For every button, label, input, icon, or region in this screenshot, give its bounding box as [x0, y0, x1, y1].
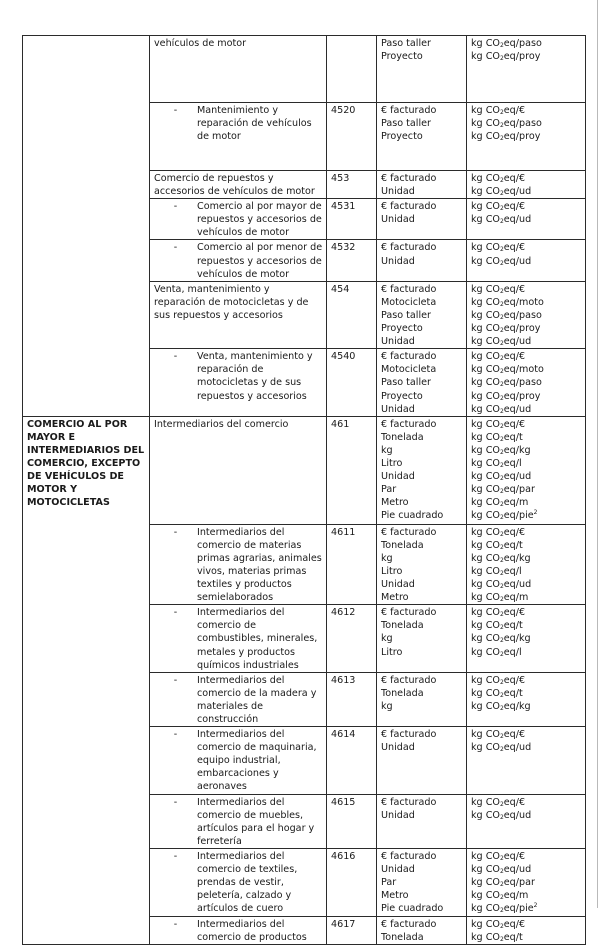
subscript-2: 2 — [499, 205, 504, 213]
bullet-dash: - — [173, 796, 178, 808]
subscript-2: 2 — [499, 922, 504, 930]
activity-cell — [150, 605, 327, 672]
activity-unit: Tonelada — [381, 620, 424, 632]
activity-unit: € facturado — [381, 201, 437, 213]
subscript-2: 2 — [499, 691, 504, 699]
emission-factor-unit: kg $CO_2eq/m$ — [471, 592, 529, 604]
activity-units-cell — [377, 103, 467, 171]
emission-factor-cell — [467, 240, 586, 281]
bullet-dash: - — [173, 729, 178, 741]
activity-unit: € facturado — [381, 283, 437, 295]
superscript-2: 2 — [533, 509, 538, 517]
emission-factor-unit: kg $CO_2eq/ud$ — [471, 742, 532, 754]
emission-factor-unit: kg $CO_2eq/€$ — [471, 729, 526, 741]
cnae-code-cell — [327, 416, 377, 524]
bullet-dash: - — [173, 918, 178, 930]
activity-label: vehículos de motor — [154, 38, 247, 49]
subscript-2: 2 — [499, 530, 504, 538]
subscript-2: 2 — [499, 435, 504, 443]
emission-factor-unit: kg $CO_2eq/kg$ — [471, 633, 531, 645]
activity-label: Intermediarios del comercio de combustibles, minerales, metales y productos químicos industriales — [197, 607, 318, 671]
emission-factor-unit: kg $CO_2eq/t$ — [471, 539, 523, 551]
activity-unit: Paso taller — [381, 377, 431, 389]
subscript-2: 2 — [499, 448, 504, 456]
cnae-code-cell — [327, 727, 377, 794]
activity-units-cell — [377, 281, 467, 348]
sub-activity — [154, 350, 323, 402]
activity-unit: Unidad — [381, 864, 415, 876]
activity-unit: kg — [381, 700, 393, 712]
subscript-2: 2 — [499, 122, 504, 130]
subscript-2: 2 — [499, 259, 504, 267]
cnae-code-cell — [327, 103, 377, 171]
activity-units-cell — [377, 672, 467, 726]
activity-unit: Paso taller — [381, 118, 431, 130]
cnae-code-cell — [327, 524, 377, 605]
activity-unit: € facturado — [381, 351, 437, 363]
emission-factor-cell — [467, 848, 586, 916]
subscript-2: 2 — [499, 583, 504, 591]
activity-cell — [150, 103, 327, 171]
activity-unit: Litro — [381, 457, 403, 469]
activity-units-cell — [377, 349, 467, 416]
emission-factor-unit: kg $CO_2eq/kg$ — [471, 444, 531, 456]
activity-units-cell — [377, 605, 467, 672]
activity-unit: Unidad — [381, 186, 415, 198]
subscript-2: 2 — [499, 868, 504, 876]
activity-label: Intermediarios del comercio de maquinaria, equipo industrial, embarcaciones y aeronaves — [197, 729, 317, 793]
emission-factor-unit: kg $CO_2eq$/paso — [471, 118, 542, 130]
activity-unit: € facturado — [381, 729, 437, 741]
activity-unit: Paso taller — [381, 309, 431, 321]
activity-unit: Motocicleta — [381, 296, 437, 308]
activity-unit: € facturado — [381, 173, 437, 184]
activity-label: Intermediarios del comercio de textiles, prendas de vestir, peletería, calzado y artículos de cuero — [197, 850, 298, 915]
emission-factor-unit: kg $CO_2eq/ud$ — [471, 403, 532, 415]
emission-factor-unit: kg $CO_2eq/t$ — [471, 620, 523, 632]
emission-factor-unit: kg $CO_2eq/ud$ — [471, 336, 532, 348]
activity-unit: Motocicleta — [381, 364, 437, 376]
activity-cell — [150, 916, 327, 944]
subscript-2: 2 — [499, 407, 504, 415]
activity-label: Intermediarios del comercio de materias primas agrarias, animales vivos, materias primas textiles y productos semielaborados — [197, 526, 322, 604]
activity-cell — [150, 349, 327, 416]
subscript-2: 2 — [499, 881, 504, 889]
cnae-code: 461 — [331, 418, 350, 430]
subscript-2: 2 — [499, 422, 504, 430]
emission-factor-unit: kg $CO_2eq/kg$ — [471, 552, 531, 564]
activity-unit: kg — [381, 633, 393, 645]
activity-unit: Paso taller — [381, 38, 431, 49]
cnae-code-cell — [327, 916, 377, 944]
activity-units-cell — [377, 794, 467, 848]
emission-factor-unit: kg $CO_2eq/€$ — [471, 283, 526, 295]
activity-unit: Proyecto — [381, 51, 423, 63]
activity-unit: Tonelada — [381, 687, 424, 699]
activity-units-cell — [377, 416, 467, 524]
cnae-code: 4531 — [331, 201, 356, 213]
subscript-2: 2 — [499, 650, 504, 658]
emission-factor-unit: kg $CO_2eq/€$ — [471, 351, 526, 363]
emission-factor-cell — [467, 605, 586, 672]
sub-activity — [154, 606, 323, 671]
activity-unit: Litro — [381, 565, 403, 577]
emission-factor-unit: kg $CO_2eq/ud$ — [471, 579, 532, 591]
emission-factor-unit: kg $CO_2eq$/moto — [471, 296, 544, 308]
activity-label: Intermediarios del comercio de la madera y materiales de construcción — [197, 674, 317, 725]
emission-factor-unit: kg $CO_2eq/€$ — [471, 201, 526, 213]
activity-unit: kg — [381, 444, 393, 456]
activity-unit: Tonelada — [381, 932, 424, 944]
activity-units-cell — [377, 727, 467, 794]
emission-factor-unit: kg $CO_2eq/ud$ — [471, 255, 532, 267]
cnae-code: 4615 — [331, 796, 356, 808]
cnae-code-cell — [327, 240, 377, 281]
activity-unit: Unidad — [381, 255, 415, 267]
cnae-code: 454 — [331, 283, 350, 295]
subscript-2: 2 — [499, 501, 504, 509]
emission-factor-cell — [467, 672, 586, 726]
subscript-2: 2 — [499, 109, 504, 116]
subscript-2: 2 — [499, 461, 504, 469]
subscript-2: 2 — [499, 475, 504, 483]
activity-cell — [150, 524, 327, 605]
activity-unit: Unidad — [381, 471, 415, 483]
activity-cell — [150, 36, 327, 103]
cnae-code-cell — [327, 171, 377, 199]
activity-unit: Unidad — [381, 809, 415, 821]
cnae-code-cell — [327, 848, 377, 916]
emission-factor-unit: kg $CO_2eq$/paso — [471, 309, 542, 321]
activity-unit: Metro — [381, 497, 409, 509]
emission-factor-unit: kg $CO_2eq$/moto — [471, 364, 544, 376]
subscript-2: 2 — [499, 488, 504, 496]
table-row — [23, 36, 586, 103]
subscript-2: 2 — [499, 55, 504, 63]
activity-unit: Par — [381, 484, 397, 496]
emission-factor-unit: kg $CO_2eq/t$ — [471, 687, 523, 699]
activity-units-cell — [377, 848, 467, 916]
activity-unit: € facturado — [381, 796, 437, 808]
emission-factor-unit: kg $CO_2eq/kg$ — [471, 700, 531, 712]
emission-factor-unit: kg $CO_2eq/€$ — [471, 607, 526, 619]
activity-label: Intermediarios del comercio — [154, 418, 289, 430]
emission-factor-unit: kg $CO_2eq$/paso — [471, 377, 542, 389]
activity-unit: € facturado — [381, 105, 437, 116]
emission-factor-unit: kg $CO_2eq$/proy — [471, 51, 541, 63]
emission-factor-unit: kg $CO_2eq/l$ — [471, 565, 522, 577]
subscript-2: 2 — [499, 569, 504, 577]
emission-factor-unit: kg $CO_2eq/m$ — [471, 497, 529, 509]
activity-cell — [150, 794, 327, 848]
emission-factor-unit: kg $CO_2eq/m$ — [471, 890, 529, 902]
subscript-2: 2 — [499, 287, 504, 295]
emission-factor-unit: kg $CO_2eq/€$ — [471, 674, 526, 686]
cnae-code: 4611 — [331, 526, 356, 538]
sub-activity — [154, 728, 323, 793]
subscript-2: 2 — [499, 678, 504, 686]
cnae-code-cell — [327, 199, 377, 240]
sector-label: COMERCIO AL POR MAYOR E INTERMEDIARIOS DEL COMERCIO, EXCEPTO DE VEHÍCULOS DE MOTOR Y MOTOCICLETAS — [27, 418, 145, 509]
emission-factor-cell — [467, 416, 586, 524]
subscript-2: 2 — [499, 733, 504, 741]
emission-factor-unit: kg $CO_2eq$/proy — [471, 390, 541, 402]
sub-activity — [154, 918, 323, 944]
emission-factor-unit: kg $CO_2eq/ud$ — [471, 864, 532, 876]
subscript-2: 2 — [499, 177, 504, 184]
activity-label: Comercio de repuestos y accesorios de vehículos de motor — [154, 173, 315, 198]
activity-units-cell — [377, 240, 467, 281]
bullet-dash: - — [173, 526, 178, 538]
subscript-2: 2 — [499, 368, 504, 376]
activity-label: Venta, mantenimiento y reparación de motocicletas y de sus repuestos y accesorios — [197, 351, 313, 402]
activity-unit: € facturado — [381, 607, 437, 619]
activity-units-cell — [377, 199, 467, 240]
subscript-2: 2 — [499, 611, 504, 619]
sub-activity — [154, 850, 323, 915]
activity-unit: € facturado — [381, 526, 437, 538]
emission-factor-unit: kg $CO_2eq/ud$ — [471, 809, 532, 821]
subscript-2: 2 — [499, 556, 504, 564]
bullet-dash: - — [173, 105, 178, 116]
emission-factor-cell — [467, 103, 586, 171]
activity-label: Mantenimiento y reparación de vehículos de motor — [197, 105, 312, 143]
emission-factor-unit: kg $CO_2eq$/par — [471, 877, 535, 889]
activity-cell — [150, 672, 327, 726]
subscript-2: 2 — [499, 190, 504, 198]
activity-unit: Par — [381, 877, 397, 889]
subscript-2: 2 — [499, 394, 504, 402]
activity-label: Comercio al por mayor de repuestos y accesorios de vehículos de motor — [197, 201, 322, 239]
emission-factor-cell — [467, 281, 586, 348]
subscript-2: 2 — [499, 596, 504, 604]
sub-activity — [154, 674, 323, 726]
emission-factor-unit: kg $CO_2eq$/par — [471, 484, 535, 496]
cnae-code: 4613 — [331, 674, 356, 686]
emission-factor-unit: kg $CO_2eq/l$ — [471, 457, 522, 469]
emission-factor-unit: kg $CO_2eq/ud$ — [471, 186, 532, 198]
bullet-dash: - — [173, 351, 178, 363]
sector-cell — [23, 416, 150, 944]
emission-factor-unit: kg $CO_2eq/€$ — [471, 105, 526, 116]
table-row — [23, 416, 586, 524]
activity-unit: Tonelada — [381, 431, 424, 443]
cnae-code-cell — [327, 36, 377, 103]
cnae-code-cell — [327, 672, 377, 726]
emission-factor-unit: kg $CO_2eq/€$ — [471, 242, 526, 254]
emission-factor-cell — [467, 794, 586, 848]
subscript-2: 2 — [499, 355, 504, 363]
activity-cell — [150, 281, 327, 348]
subscript-2: 2 — [499, 218, 504, 226]
bullet-dash: - — [173, 850, 178, 862]
cnae-code: 4532 — [331, 242, 356, 254]
emission-factor-unit: kg $CO_2eq/ud$ — [471, 214, 532, 226]
emission-factor-unit: kg $CO_2eq/l$ — [471, 646, 522, 658]
emission-factor-unit: kg $CO_2eq/ud$ — [471, 471, 532, 483]
subscript-2: 2 — [499, 246, 504, 254]
subscript-2: 2 — [499, 327, 504, 335]
cnae-code-cell — [327, 349, 377, 416]
cnae-code-cell — [327, 794, 377, 848]
cnae-code: 4616 — [331, 850, 356, 862]
activity-unit: Metro — [381, 890, 409, 902]
subscript-2: 2 — [499, 381, 504, 389]
activity-unit: € facturado — [381, 850, 437, 862]
subscript-2: 2 — [499, 514, 504, 522]
emission-factor-cell — [467, 727, 586, 794]
subscript-2: 2 — [499, 637, 504, 645]
subscript-2: 2 — [499, 42, 504, 49]
emission-factor-unit: kg $CO_2eq/€$ — [471, 418, 526, 430]
subscript-2: 2 — [499, 936, 504, 944]
activity-cell — [150, 416, 327, 524]
subscript-2: 2 — [499, 704, 504, 712]
emission-factor-unit: kg $CO_2eq$/proy — [471, 131, 541, 143]
subscript-2: 2 — [499, 894, 504, 902]
activity-unit: Tonelada — [381, 539, 424, 551]
activity-unit: € facturado — [381, 242, 437, 254]
subscript-2: 2 — [499, 313, 504, 321]
cnae-code: 4617 — [331, 918, 356, 930]
activity-label: Venta, mantenimiento y reparación de motocicletas y de sus repuestos y accesorios — [154, 283, 309, 321]
activity-unit: Pie cuadrado — [381, 903, 444, 915]
emission-factor-unit: kg $CO_2eq$/paso — [471, 38, 542, 49]
activity-unit: Unidad — [381, 742, 415, 754]
bullet-dash: - — [173, 674, 178, 686]
emission-factor-unit: kg $CO_2eq/€$ — [471, 796, 526, 808]
sub-activity — [154, 241, 323, 280]
bullet-dash: - — [173, 242, 178, 254]
activity-unit: € facturado — [381, 418, 437, 430]
activity-unit: Proyecto — [381, 390, 423, 402]
activity-unit: € facturado — [381, 674, 437, 686]
subscript-2: 2 — [499, 300, 504, 308]
activity-unit: Unidad — [381, 579, 415, 591]
sub-activity — [154, 200, 323, 239]
emission-factor-unit: kg $CO_2eq/t$ — [471, 431, 523, 443]
emission-factor-unit: kg $CO_2eq/pie^2$ — [471, 902, 538, 915]
emission-factor-unit: kg $CO_2eq/€$ — [471, 850, 526, 862]
cnae-code: 4614 — [331, 729, 356, 741]
subscript-2: 2 — [499, 340, 504, 348]
emission-factor-unit: kg $CO_2eq/pie^2$ — [471, 509, 538, 522]
activity-cell — [150, 727, 327, 794]
activity-cell — [150, 171, 327, 199]
activity-unit: kg — [381, 552, 393, 564]
activity-unit: Metro — [381, 592, 409, 604]
cnae-code: 453 — [331, 173, 350, 184]
activity-unit: € facturado — [381, 918, 437, 930]
sub-activity — [154, 796, 323, 848]
emission-factor-unit: kg $CO_2eq/€$ — [471, 526, 526, 538]
subscript-2: 2 — [499, 543, 504, 551]
activity-label: Intermediarios del comercio de productos — [197, 918, 307, 944]
subscript-2: 2 — [499, 813, 504, 821]
subscript-2: 2 — [499, 800, 504, 808]
activity-cell — [150, 848, 327, 916]
activity-unit: Pie cuadrado — [381, 510, 444, 522]
bullet-dash: - — [173, 201, 178, 213]
sub-activity — [154, 526, 323, 605]
emission-factor-cell — [467, 199, 586, 240]
activity-unit: Proyecto — [381, 131, 423, 143]
emission-factor-unit: kg $CO_2eq/€$ — [471, 173, 526, 184]
activity-units-cell — [377, 524, 467, 605]
activity-unit: Proyecto — [381, 323, 423, 335]
activity-units-cell — [377, 171, 467, 199]
activity-cell — [150, 240, 327, 281]
activity-units-cell — [377, 36, 467, 103]
activity-units-cell — [377, 916, 467, 944]
subscript-2: 2 — [499, 854, 504, 862]
emission-factor-cell — [467, 171, 586, 199]
emission-factor-cell — [467, 524, 586, 605]
page-edge-line — [597, 0, 598, 908]
activity-unit: Unidad — [381, 214, 415, 226]
activity-label: Comercio al por menor de repuestos y accesorios de vehículos de motor — [197, 242, 323, 280]
sector-cell — [23, 36, 150, 417]
cnae-code-cell — [327, 281, 377, 348]
cnae-code: 4540 — [331, 351, 356, 363]
emission-factor-unit: kg $CO_2eq/€$ — [471, 918, 526, 930]
emission-factor-cell — [467, 916, 586, 944]
emission-factor-cell — [467, 349, 586, 416]
activity-label: Intermediarios del comercio de muebles, artículos para el hogar y ferretería — [197, 796, 315, 847]
emission-factor-unit: kg $CO_2eq/t$ — [471, 932, 523, 944]
superscript-2: 2 — [533, 902, 538, 910]
cnae-code-cell — [327, 605, 377, 672]
activity-cell — [150, 199, 327, 240]
subscript-2: 2 — [499, 907, 504, 915]
cnae-code: 4520 — [331, 105, 356, 116]
activity-unit: Unidad — [381, 336, 415, 348]
subscript-2: 2 — [499, 624, 504, 632]
subscript-2: 2 — [499, 746, 504, 754]
emission-factor-cell — [467, 36, 586, 103]
cnae-code: 4612 — [331, 607, 356, 619]
activity-unit: Litro — [381, 646, 403, 658]
sub-activity — [154, 104, 323, 143]
table-body — [23, 36, 586, 945]
emission-factor-unit: kg $CO_2eq$/proy — [471, 323, 541, 335]
subscript-2: 2 — [499, 135, 504, 143]
bullet-dash: - — [173, 607, 178, 619]
emission-factors-table — [22, 35, 586, 945]
activity-unit: Unidad — [381, 403, 415, 415]
